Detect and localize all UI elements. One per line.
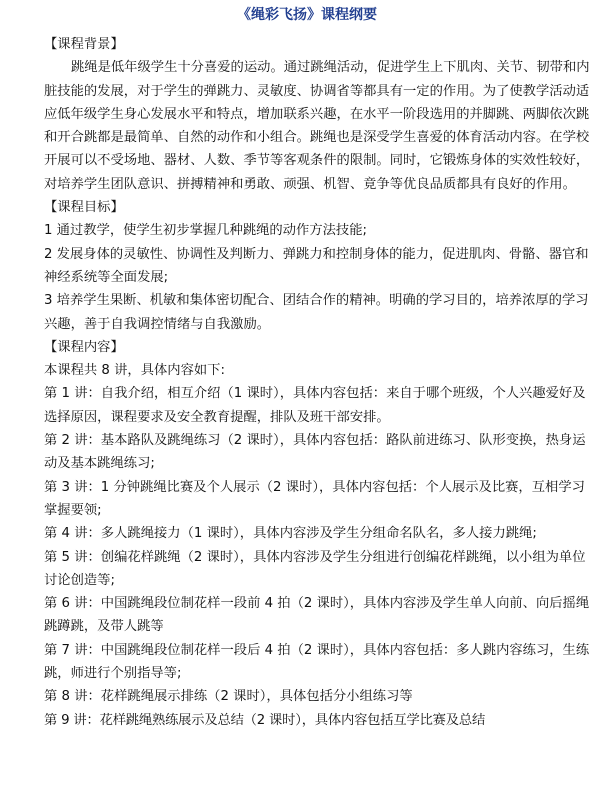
lecture-item: 第 7 讲：中国跳绳段位制花样一段后 4 拍（2 课时），具体内容包括：多人跳内容练习，生练跳，师进行个别指导等; — [44, 642, 590, 682]
lecture-item: 第 5 讲：创编花样跳绳（2 课时），具体内容涉及学生分组进行创编花样跳绳，以小组为单位讨论创造等; — [44, 549, 586, 588]
document-body — [44, 33, 598, 732]
lecture-item: 第 8 讲：花样跳绳展示排练（2 课时），具体包括分小组练习等 — [44, 689, 413, 705]
lecture-item: 第 9 讲：花样跳绳熟练展示及总结（2 课时），具体内容包括互学比赛及总结 — [44, 712, 486, 728]
section-heading-content: 【课程内容】 — [44, 339, 124, 355]
section-heading-goals: 【课程目标】 — [44, 200, 124, 216]
goal-item: 1 通过教学，使学生初步掌握几种跳绳的动作方法技能; — [44, 223, 367, 239]
content-intro: 本课程共 8 讲，具体内容如下: — [44, 363, 225, 379]
goal-item: 3 培养学生果断、机敏和集体密切配合、团结合作的精神。明确的学习目的，培养浓厚的学习兴趣，善于自我调控情绪与自我激励。 — [44, 293, 589, 332]
lecture-item: 第 1 讲：自我介绍，相互介绍（1 课时），具体内容包括：来自于哪个班级，个人兴趣爱好及选择原因，课程要求及安全教育提醒，排队及班干部安排。 — [44, 386, 586, 425]
lecture-item: 第 3 讲：1 分钟跳绳比赛及个人展示（2 课时），具体内容包括：个人展示及比赛，互相学习掌握要领; — [44, 479, 585, 518]
goal-item: 2 发展身体的灵敏性、协调性及判断力、弹跳力和控制身体的能力，促进肌肉、骨骼、器官和神经系统等全面发展; — [44, 246, 589, 285]
document-title: 《绳彩飞扬》课程纲要 — [237, 7, 377, 23]
lecture-item: 第 6 讲：中国跳绳段位制花样一段前 4 拍（2 课时），具体内容涉及学生单人向前、向后摇绳跳蹲跳，及带人跳等 — [44, 596, 590, 635]
section-heading-background: 【课程背景】 — [44, 37, 124, 52]
lecture-item: 第 4 讲：多人跳绳接力（1 课时），具体内容涉及学生分组命名队名，多人接力跳绳; — [44, 526, 537, 542]
lecture-item: 第 2 讲：基本路队及跳绳练习（2 课时），具体内容包括：路队前进练习、队形变换，热身运动及基本跳绳练习; — [44, 433, 586, 472]
background-paragraph: 跳绳是低年级学生十分喜爱的运动。通过跳绳活动，促进学生上下肌肉、关节、韧带和内脏技能的发展，对于学生的弹跳力、灵敏度、协调省等都具有一定的作用。为了使教学活动适应低年级学生身心发展水平和特点，增加联系兴趣，在水平一阶段选用的并脚跳、两脚依次跳和开合跳都是最简单、自然的动作和小组合。跳绳也是深受学生喜爱的体育活动内容。在学校开展可以不受场地、器材、人数、季节等客观条件的限制。同时，它锻炼身体的实效性较好，对培养学生团队意识、拼搏精神和勇敢、顽强、机智、竟争等优良品质都具有良好的作用。 — [44, 60, 590, 192]
